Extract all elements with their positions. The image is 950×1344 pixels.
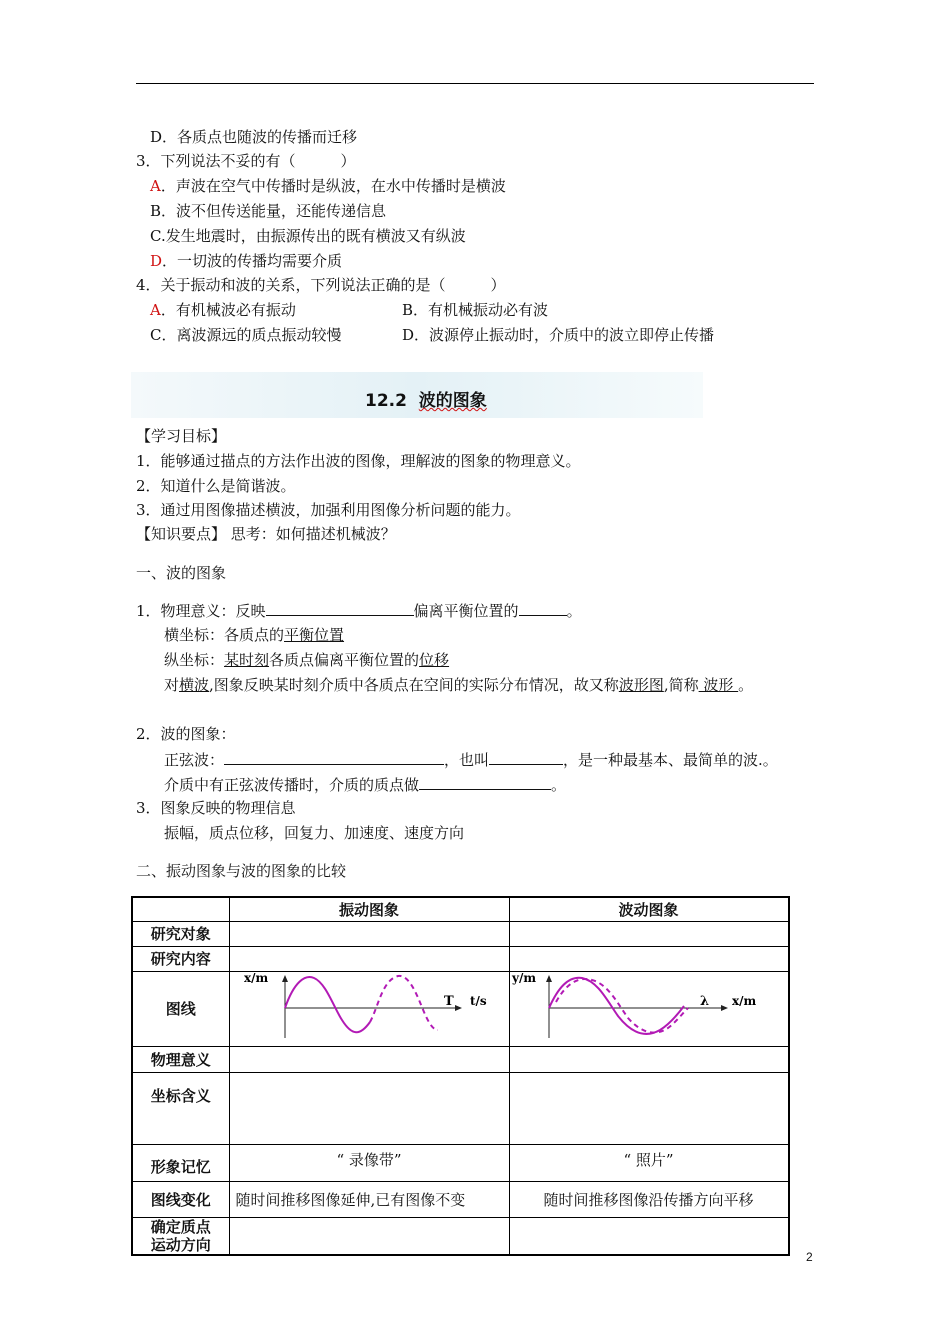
sine-wave-line (164, 749, 778, 770)
vib-ylabel: x/m (243, 971, 268, 985)
label-text: ,简称 (663, 676, 699, 694)
section-name: 波的图象 (418, 391, 487, 411)
row-header-memory: 形象记忆 (132, 1144, 229, 1181)
label-text: 各质点偏离平衡位置的 (269, 651, 420, 669)
table-row (132, 1072, 789, 1144)
row-header-object: 研究对象 (132, 921, 229, 946)
goal-item: 1．能够通过描点的方法作出波的图像，理解波的图象的物理意义。 (136, 452, 581, 470)
table-cell (509, 946, 789, 971)
underlined-answer: 平衡位置 (284, 626, 345, 644)
section-number: 12.2 (365, 391, 407, 411)
fill-blank[interactable] (224, 749, 444, 765)
label-text: 。 (551, 776, 567, 794)
underlined-answer: 横波 (179, 676, 210, 694)
row-header-change: 图线变化 (132, 1181, 229, 1217)
table-row (132, 1181, 789, 1217)
q3-option-d (150, 251, 342, 271)
table-cell (509, 1072, 789, 1144)
underlined-answer: 波形 (698, 676, 739, 694)
label-text: 介质中有正弦波传播时，介质的质点做 (164, 776, 420, 794)
col-header-wave: 波动图象 (509, 897, 789, 921)
label-text: ,图象反映某时刻介质中各质点在空间的实际分布情况，故又称 (209, 676, 619, 694)
q4-option-a (150, 300, 296, 320)
row-header-direction-line1: 确定质点 (150, 1217, 211, 1236)
fill-blank[interactable] (489, 749, 563, 765)
wave-graph-heading: 2．波的图象： (136, 725, 236, 743)
row-header-direction (132, 1217, 229, 1255)
wave-x-arrow (721, 1005, 728, 1011)
fill-blank[interactable] (519, 600, 567, 616)
q3-d-letter: D (150, 252, 163, 270)
underlined-answer: 某时刻 (224, 651, 270, 669)
row-header-direction-line2: 运动方向 (150, 1235, 211, 1254)
key-points-line (136, 524, 396, 544)
memory-wave-cell: “ 照片” (509, 1144, 789, 1181)
fill-blank[interactable] (419, 774, 551, 790)
section-title (365, 386, 487, 411)
q3-option-a (150, 176, 506, 196)
q2-option-d: D．各质点也随波的传播而迁移 (150, 128, 358, 146)
table-cell (229, 946, 509, 971)
goal-item: 2．知道什么是简谐波。 (136, 477, 296, 495)
label-text: 横坐标：各质点的 (164, 626, 285, 644)
header-rule (136, 83, 814, 84)
part1-title: 一、波的图象 (136, 564, 227, 582)
key-header: 【知识要点】 (136, 525, 227, 543)
row-header-coord: 坐标含义 (132, 1072, 229, 1144)
table-row (132, 1217, 789, 1255)
q4-option-b: B．有机械振动必有波 (402, 301, 549, 319)
wave-graph-cell (509, 971, 789, 1046)
row-header-content: 研究内容 (132, 946, 229, 971)
label-text: 1．物理意义：反映 (136, 602, 266, 620)
wave-lambda-mark: λ (699, 993, 709, 1009)
table-row-graph (132, 971, 789, 1046)
info-heading: 3．图象反映的物理信息 (136, 799, 296, 817)
table-row (132, 946, 789, 971)
key-think: 思考：如何描述机械波？ (230, 525, 396, 543)
change-vibration-cell: 随时间推移图像延伸,已有图像不变 (229, 1181, 509, 1217)
q4-option-c: C．离波源远的质点振动较慢 (150, 326, 342, 344)
vib-x-arrow (455, 1005, 462, 1011)
table-header-row (132, 897, 789, 921)
underlined-answer: 波形图 (618, 676, 664, 694)
q4-stem: 4．关于振动和波的关系，下列说法正确的是（ ） (136, 276, 506, 294)
q4-a-text: ．有机械波必有振动 (160, 301, 296, 319)
goals-header: 【学习目标】 (136, 427, 227, 445)
wave-y-arrow (546, 975, 552, 982)
wave-graph (510, 972, 788, 1046)
row-header-meaning: 物理意义 (132, 1046, 229, 1072)
row-header-graph: 图线 (132, 971, 229, 1046)
vib-dashed-curve (370, 975, 438, 1029)
q3-stem: 3．下列说法不妥的有（ ） (136, 152, 356, 170)
table-row (132, 1046, 789, 1072)
vib-t-mark: T (443, 993, 454, 1009)
table-cell (509, 921, 789, 946)
fill-blank[interactable] (266, 600, 414, 616)
table-row (132, 921, 789, 946)
q3-d-text: ．一切波的传播均需要介质 (162, 252, 343, 270)
info-body: 振幅，质点位移，回复力、加速度、速度方向 (164, 824, 465, 842)
vib-y-arrow (282, 975, 288, 982)
vibration-graph-cell (229, 971, 509, 1046)
table-cell (229, 1217, 509, 1255)
col-header-vibration: 振动图象 (229, 897, 509, 921)
label-text: 。 (566, 602, 582, 620)
label-text: 。 (738, 676, 754, 694)
x-axis-line (164, 625, 344, 645)
table-cell (509, 1046, 789, 1072)
table-cell (509, 1217, 789, 1255)
label-text: 偏离平衡位置的 (413, 602, 519, 620)
page-number: 2 (806, 1250, 813, 1264)
medium-line (164, 774, 566, 795)
q3-a-letter: A (150, 177, 161, 195)
vib-solid-curve (285, 977, 370, 1032)
vib-xlabel: t/s (469, 993, 487, 1008)
label-text: ，也叫 (444, 751, 490, 769)
label-text: 对 (164, 676, 180, 694)
q3-option-b: B．波不但传送能量，还能传递信息 (150, 202, 387, 220)
table-cell (229, 1046, 509, 1072)
vibration-graph (230, 972, 509, 1046)
q4-option-d: D．波源停止振动时，介质中的波立即停止传播 (402, 326, 715, 344)
change-wave-cell: 随时间推移图像沿传播方向平移 (509, 1181, 789, 1217)
label-text: ，是一种最基本、最简单的波.。 (563, 751, 778, 769)
physical-meaning-line (136, 600, 582, 621)
part2-title: 二、振动图象与波的图象的比较 (136, 862, 347, 880)
goal-item: 3．通过用图像描述横波，加强利用图像分析问题的能力。 (136, 501, 521, 519)
underlined-answer: 位移 (419, 651, 450, 669)
q4-a-letter: A (150, 301, 161, 319)
label-text: 正弦波： (164, 751, 225, 769)
wave-ylabel: y/m (511, 971, 536, 985)
memory-vibration-cell: “ 录像带” (229, 1144, 509, 1181)
table-row (132, 1144, 789, 1181)
q3-a-text: ．声波在空气中传播时是纵波，在水中传播时是横波 (160, 177, 506, 195)
y-axis-line (164, 650, 449, 670)
table-cell (229, 1072, 509, 1144)
wave-xlabel: x/m (731, 993, 756, 1008)
table-cell (229, 921, 509, 946)
label-text: 纵坐标： (164, 651, 225, 669)
table-corner-cell (132, 897, 229, 921)
q3-option-c: C.发生地震时，由振源传出的既有横波又有纵波 (150, 227, 466, 245)
transverse-line (164, 675, 753, 695)
comparison-table (131, 896, 790, 1256)
